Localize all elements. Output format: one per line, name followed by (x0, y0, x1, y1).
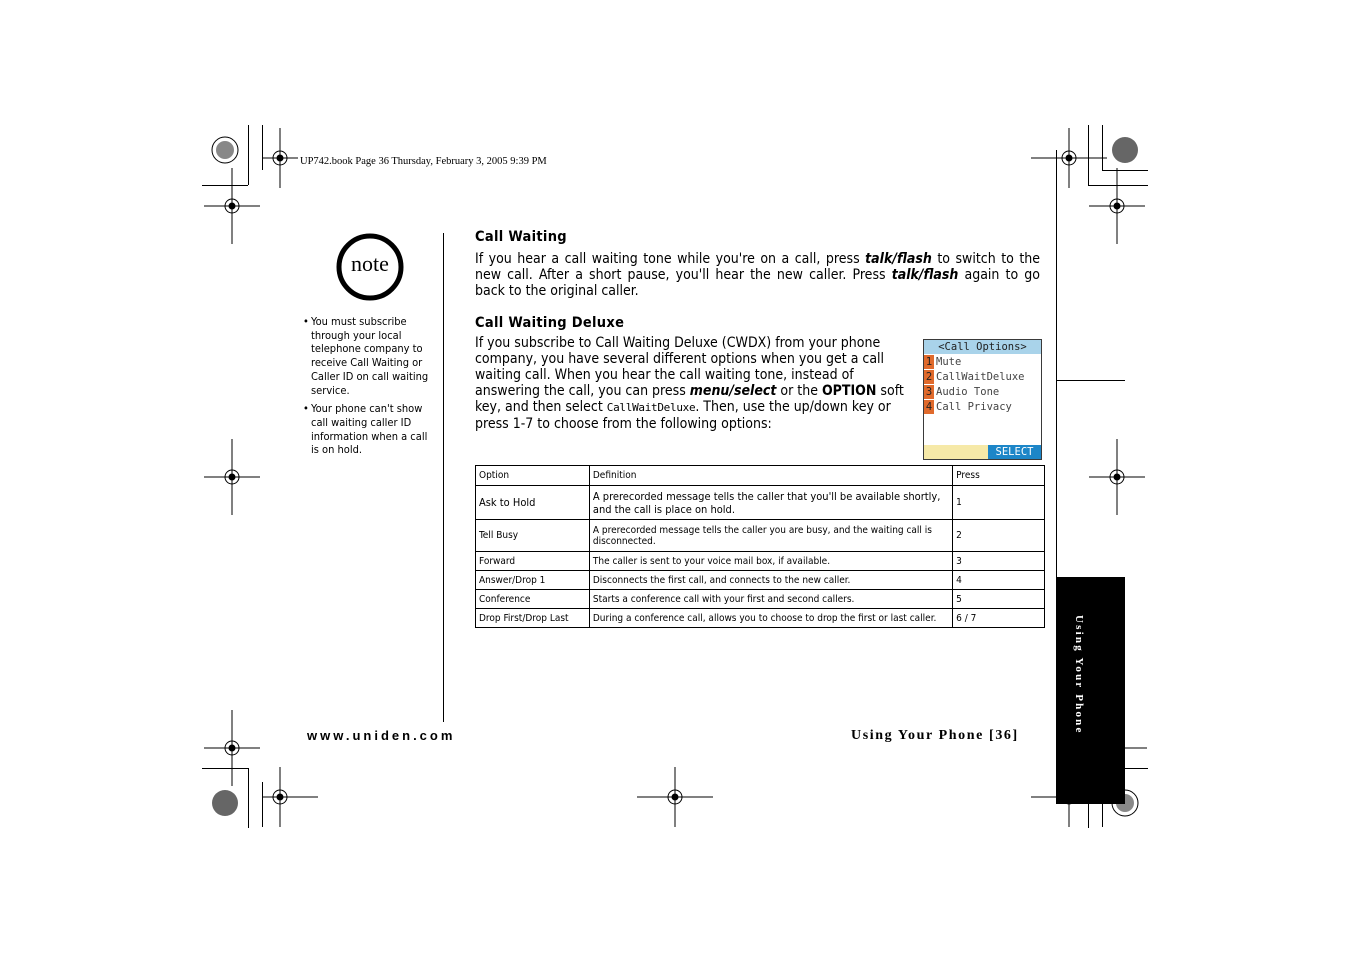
call-waiting-text: If you hear a call waiting tone while you're on a call, press talk/flash to switch to the new call. After a short pause, you'll hear the new caller. Press talk/flash again to go back to the original caller. (475, 251, 1041, 299)
table-row: Ask to Hold A prerecorded message tells the caller that you'll be available shortly, and the call is place on hold. 1 (476, 486, 1045, 520)
note-bullet: • Your phone can't show call waiting caller ID information when a call is on hold. (303, 402, 428, 457)
footer-website: www.uniden.com (307, 728, 456, 743)
section-title-call-waiting: Call Waiting (475, 229, 567, 245)
print-header: UP742.book Page 36 Thursday, February 3, 2005 9:39 PM (300, 156, 547, 167)
table-row: Conference Starts a conference call with your first and second callers. 5 (476, 590, 1045, 609)
table-row: Forward The caller is sent to your voice mail box, if available. 3 (476, 552, 1045, 571)
table-row: Drop First/Drop Last During a conference call, allows you to choose to drop the first or last caller. 6 / 7 (476, 609, 1045, 628)
table-row: Answer/Drop 1 Disconnects the first call, and connects to the new caller. 4 (476, 571, 1045, 590)
phone-screen (923, 339, 1042, 460)
footer-page-label: Using Your Phone [36] (851, 728, 1019, 743)
options-table (475, 465, 1045, 628)
phone-softkey-bar (924, 445, 1041, 459)
note-bullet: • You must subscribe through your local telephone company to receive Call Waiting or Caller ID on call waiting service. (303, 315, 429, 397)
phone-screen-title: <Call Options> (924, 340, 1041, 354)
note-list (303, 315, 433, 462)
phone-softkey-select: SELECT (988, 445, 1041, 459)
phone-menu-item: 2 CallWaitDeluxe (925, 370, 1025, 383)
call-waiting-deluxe-text: If you subscribe to Call Waiting Deluxe (CWDX) from your phone company, you have several different options when you get a call waiting call. When you hear the call waiting tone, instead of answering the call, you can press menu/select or the OPTION soft key, and then select CallWaitDeluxe. Then, use the up/down key or press 1-7 to choose from the following options: (475, 335, 904, 432)
table-row: Tell Busy A prerecorded message tells the caller you are busy, and the waiting call is disconnected. 2 (476, 520, 1045, 552)
section-title-call-waiting-deluxe: Call Waiting Deluxe (475, 315, 625, 331)
phone-menu-item: 4 Call Privacy (925, 400, 1012, 413)
side-tab-label: Using Your Phone (1073, 615, 1085, 735)
note-icon-label: note (351, 251, 389, 276)
table-header-row: Option Definition Press (476, 466, 1045, 486)
note-icon (336, 233, 404, 301)
column-divider (443, 233, 444, 722)
phone-menu-item: 3 Audio Tone (925, 385, 1000, 398)
phone-menu-item: 1 Mute (925, 355, 962, 368)
